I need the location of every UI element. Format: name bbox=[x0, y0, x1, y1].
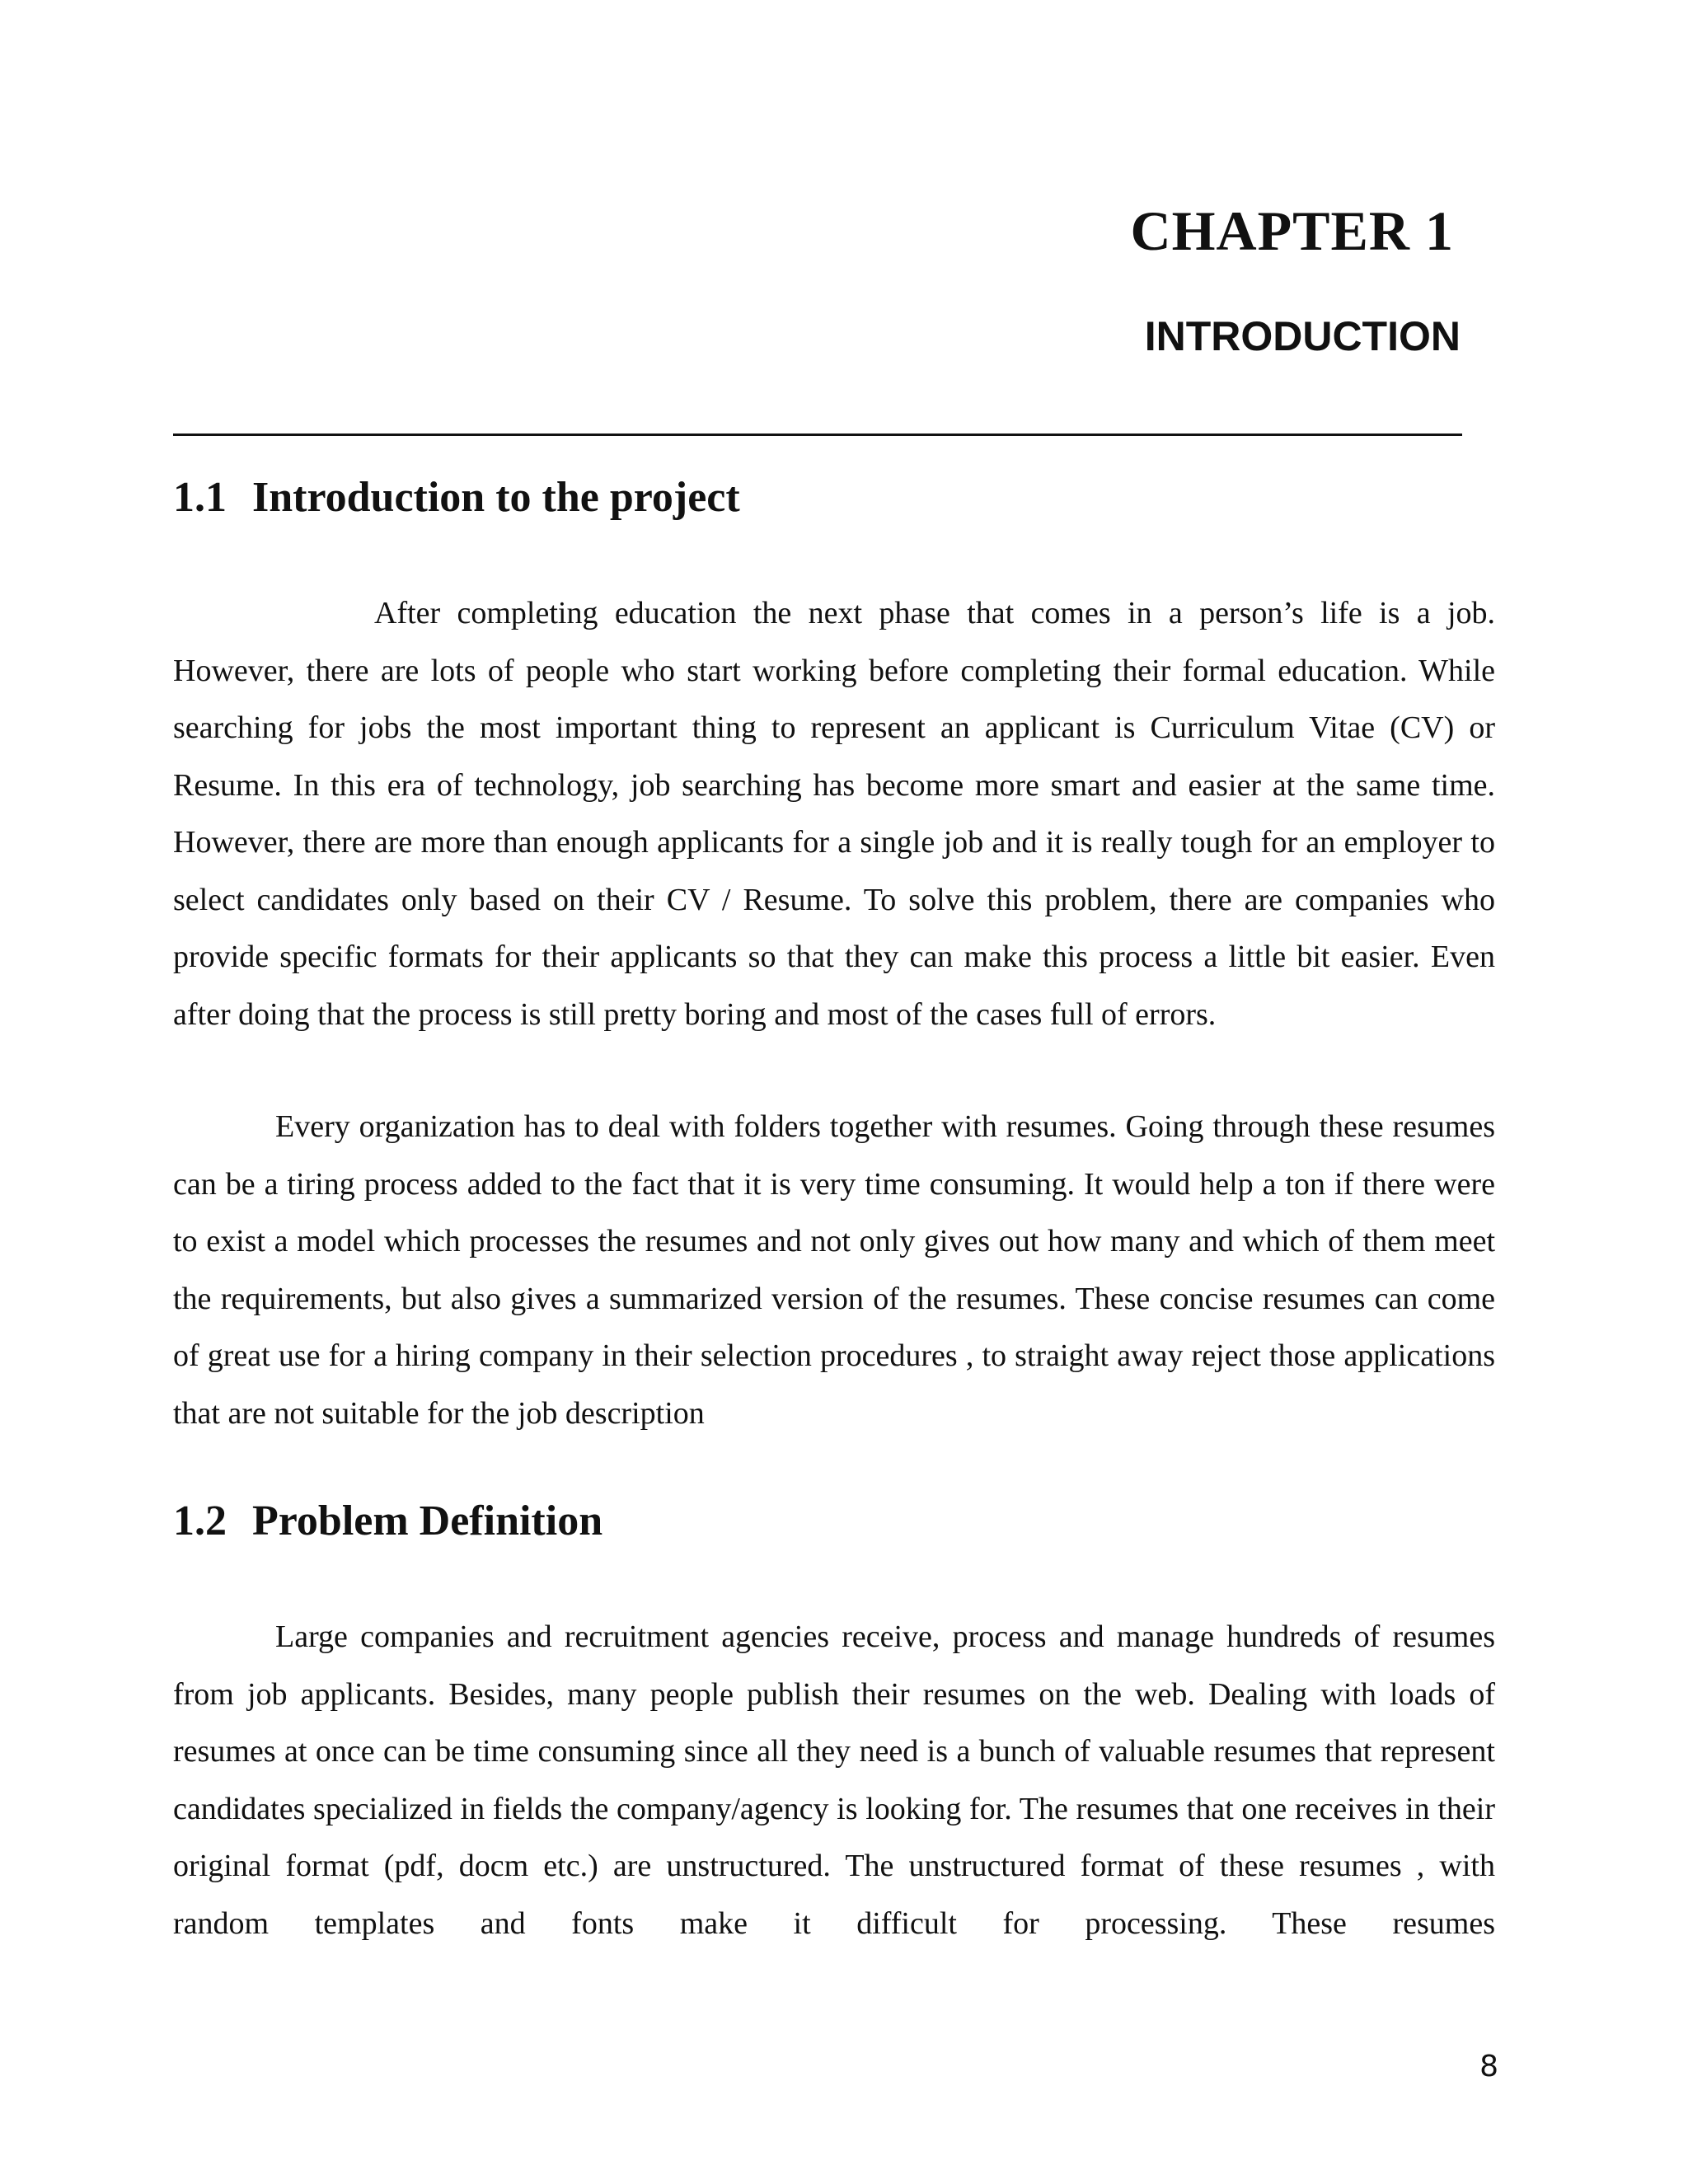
section-heading-1-1 bbox=[173, 471, 740, 524]
section-number: 1.1 bbox=[173, 474, 227, 521]
section-heading-1-2 bbox=[173, 1495, 603, 1548]
page-number: 8 bbox=[1479, 2050, 1498, 2083]
body-paragraph: After completing education the next phase that comes in a person’s life is a job. However, there are lots of people who start working before completing their formal education. While searching for jobs the most important thing to represent an applicant is Curriculum Vitae (CV) or Resume. In this era of technology, job searching has become more smart and easier at the same time. However, there are more than enough applicants for a single job and it is really tough for an employer to select candidates only based on their CV / Resume. To solve this problem, there are companies who provide specific formats for their applicants so that they can make this process a little bit easier. Even after doing that the process is still pretty boring and most of the cases full of errors. bbox=[173, 596, 1495, 1032]
section-title: Introduction to the project bbox=[252, 474, 740, 521]
chapter-divider bbox=[173, 434, 1462, 436]
chapter-number-label: CHAPTER 1 bbox=[1130, 199, 1454, 262]
chapter-title: INTRODUCTION bbox=[1144, 313, 1461, 359]
body-paragraph: Large companies and recruitment agencies receive, process and manage hundreds of resumes from job applicants. Besides, many people publish their resumes on the web. Dealing with loads of resumes at once can be time consuming since all they need is a bunch of valuable resumes that represent candidates specialized in fields the company/agency is looking for. The resumes that one receives in their original format (pdf, docm etc.) are unstructured. The unstructured format of these resumes , with random templates and fonts make it difficult for processing. These resumes bbox=[173, 1619, 1495, 1941]
body-paragraph: Every organization has to deal with folders together with resumes. Going through these resumes can be a tiring process added to the fact that it is very time consuming. It would help a ton if there were to exist a model which processes the resumes and not only gives out how many and which of them meet the requirements, but also gives a summarized version of the resumes. These concise resumes can come of great use for a hiring company in their selection procedures , to straight away reject those applications that are not suitable for the job description bbox=[173, 1109, 1495, 1431]
section-number: 1.2 bbox=[173, 1497, 227, 1544]
section-title: Problem Definition bbox=[252, 1497, 603, 1544]
